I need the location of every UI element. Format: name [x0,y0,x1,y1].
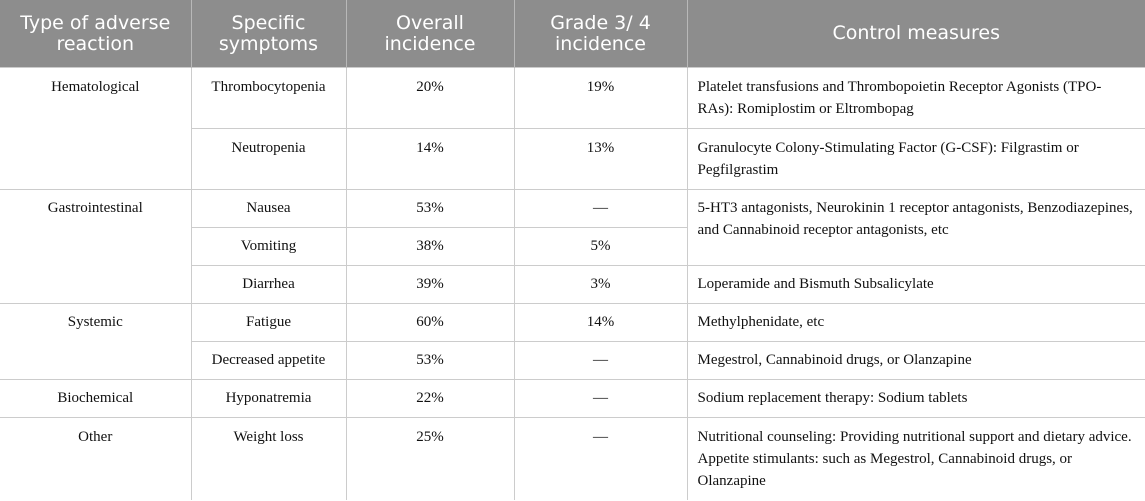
table-row [0,380,1145,418]
type-cell: Gastrointestinal [0,190,191,304]
grade34-cell: 14% [514,304,687,342]
overall-cell: 38% [346,228,514,266]
table-row [0,418,1145,501]
symptom-cell: Nausea [191,190,346,228]
symptom-cell: Thrombocytopenia [191,68,346,129]
overall-cell: 22% [346,380,514,418]
type-cell: Systemic [0,304,191,380]
grade34-cell: 13% [514,129,687,190]
grade34-cell: — [514,418,687,501]
symptom-cell: Weight loss [191,418,346,501]
type-cell: Other [0,418,191,501]
control-cell: Platelet transfusions and Thrombopoietin Receptor Agonists (TPO-RAs): Romiplostim or Eltrombopag [687,68,1145,129]
header-control-measures: Control measures [687,0,1145,68]
symptom-cell: Neutropenia [191,129,346,190]
header-symptoms: Specific symptoms [191,0,346,68]
grade34-cell: 19% [514,68,687,129]
header-type: Type of adverse reaction [0,0,191,68]
header-grade34-incidence: Grade 3/ 4 incidence [514,0,687,68]
symptom-cell: Vomiting [191,228,346,266]
header-overall-incidence: Overall incidence [346,0,514,68]
control-cell: 5-HT3 antagonists, Neurokinin 1 receptor antagonists, Benzodiazepines, and Cannabinoid receptor antagonists, etc [687,190,1145,266]
symptom-cell: Hyponatremia [191,380,346,418]
control-cell: Sodium replacement therapy: Sodium tablets [687,380,1145,418]
grade34-cell: 3% [514,266,687,304]
overall-cell: 39% [346,266,514,304]
control-cell: Loperamide and Bismuth Subsalicylate [687,266,1145,304]
overall-cell: 20% [346,68,514,129]
grade34-cell: — [514,342,687,380]
table-row [0,190,1145,228]
overall-cell: 53% [346,190,514,228]
symptom-cell: Diarrhea [191,266,346,304]
type-cell: Biochemical [0,380,191,418]
overall-cell: 25% [346,418,514,501]
grade34-cell: — [514,190,687,228]
table-row [0,68,1145,129]
control-cell: Granulocyte Colony-Stimulating Factor (G-CSF): Filgrastim or Pegfilgrastim [687,129,1145,190]
overall-cell: 14% [346,129,514,190]
grade34-cell: — [514,380,687,418]
overall-cell: 53% [346,342,514,380]
header-row [0,0,1145,68]
overall-cell: 60% [346,304,514,342]
symptom-cell: Fatigue [191,304,346,342]
table-row [0,304,1145,342]
control-cell: Megestrol, Cannabinoid drugs, or Olanzapine [687,342,1145,380]
control-cell: Nutritional counseling: Providing nutritional support and dietary advice. Appetite stimulants: such as Megestrol, Cannabinoid drugs, or Olanzapine [687,418,1145,501]
grade34-cell: 5% [514,228,687,266]
control-cell: Methylphenidate, etc [687,304,1145,342]
type-cell: Hematological [0,68,191,190]
symptom-cell: Decreased appetite [191,342,346,380]
